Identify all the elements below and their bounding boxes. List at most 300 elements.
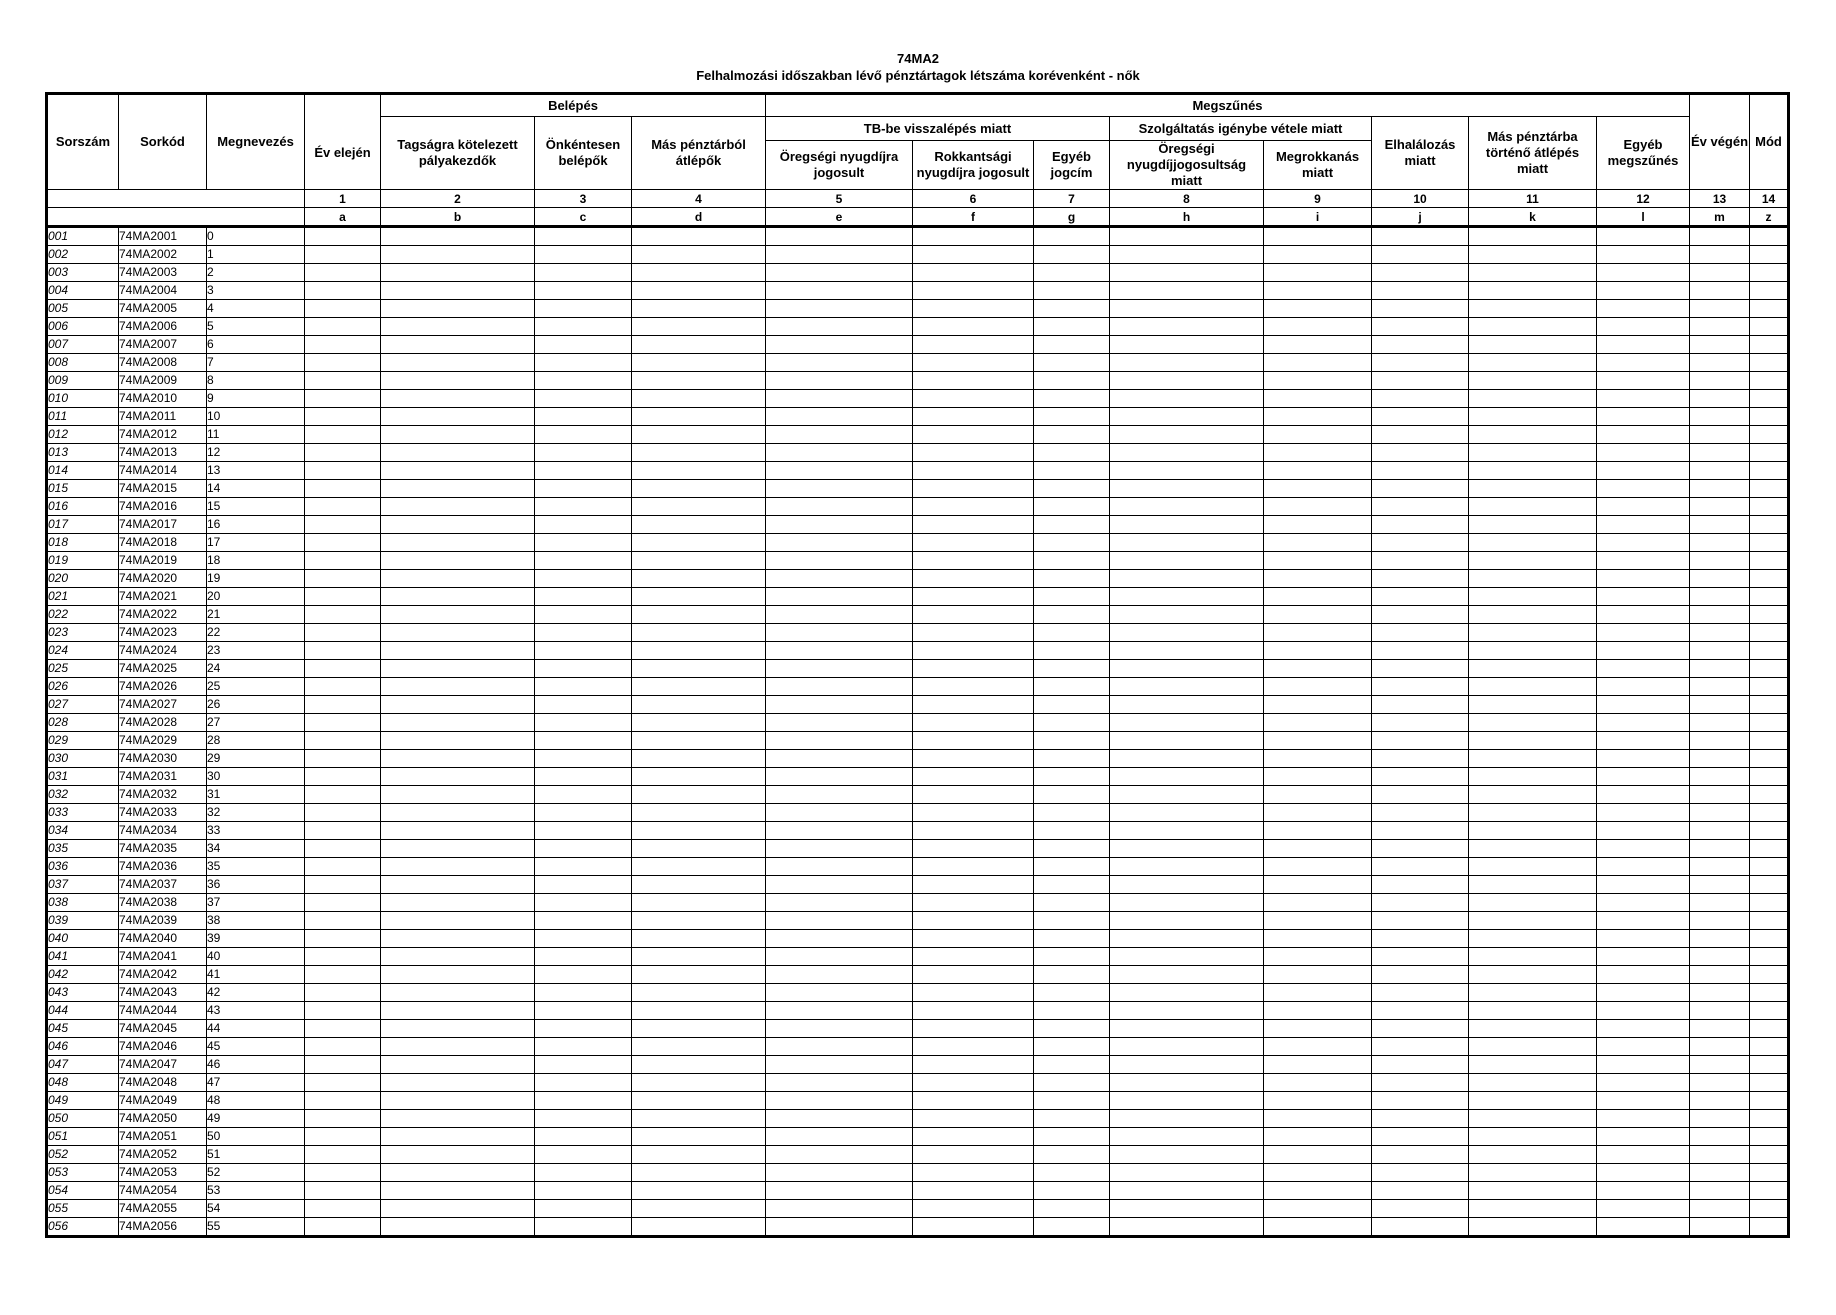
data-cell[interactable] — [1372, 876, 1469, 894]
data-cell[interactable] — [1690, 300, 1750, 318]
data-cell[interactable] — [632, 1164, 766, 1182]
data-cell[interactable] — [381, 984, 535, 1002]
data-cell[interactable] — [1690, 227, 1750, 246]
data-cell[interactable] — [1264, 516, 1372, 534]
data-cell[interactable] — [535, 1164, 632, 1182]
data-cell[interactable] — [632, 714, 766, 732]
data-cell[interactable] — [632, 264, 766, 282]
data-cell[interactable] — [766, 804, 913, 822]
data-cell[interactable] — [1110, 732, 1264, 750]
data-cell[interactable] — [535, 876, 632, 894]
data-cell[interactable] — [1110, 1164, 1264, 1182]
data-cell[interactable] — [913, 300, 1034, 318]
data-cell[interactable] — [1372, 534, 1469, 552]
data-cell[interactable] — [1469, 588, 1597, 606]
data-cell[interactable] — [1750, 462, 1789, 480]
data-cell[interactable] — [535, 912, 632, 930]
data-cell[interactable] — [913, 498, 1034, 516]
data-cell[interactable] — [381, 552, 535, 570]
data-cell[interactable] — [913, 227, 1034, 246]
data-cell[interactable] — [1110, 1038, 1264, 1056]
data-cell[interactable] — [632, 354, 766, 372]
data-cell[interactable] — [1264, 714, 1372, 732]
data-cell[interactable] — [381, 264, 535, 282]
data-cell[interactable] — [1264, 282, 1372, 300]
data-cell[interactable] — [766, 444, 913, 462]
data-cell[interactable] — [305, 444, 381, 462]
data-cell[interactable] — [1110, 840, 1264, 858]
data-cell[interactable] — [1110, 1128, 1264, 1146]
data-cell[interactable] — [766, 1038, 913, 1056]
data-cell[interactable] — [1597, 282, 1690, 300]
data-cell[interactable] — [1597, 768, 1690, 786]
data-cell[interactable] — [766, 264, 913, 282]
data-cell[interactable] — [766, 282, 913, 300]
data-cell[interactable] — [913, 1002, 1034, 1020]
data-cell[interactable] — [1690, 966, 1750, 984]
data-cell[interactable] — [1750, 696, 1789, 714]
data-cell[interactable] — [766, 372, 913, 390]
data-cell[interactable] — [1750, 642, 1789, 660]
data-cell[interactable] — [1110, 678, 1264, 696]
data-cell[interactable] — [1750, 588, 1789, 606]
data-cell[interactable] — [1750, 1182, 1789, 1200]
data-cell[interactable] — [535, 1038, 632, 1056]
data-cell[interactable] — [1264, 1146, 1372, 1164]
data-cell[interactable] — [1690, 1002, 1750, 1020]
data-cell[interactable] — [1597, 516, 1690, 534]
data-cell[interactable] — [913, 768, 1034, 786]
data-cell[interactable] — [381, 588, 535, 606]
data-cell[interactable] — [1372, 822, 1469, 840]
data-cell[interactable] — [1469, 660, 1597, 678]
data-cell[interactable] — [913, 570, 1034, 588]
data-cell[interactable] — [1597, 318, 1690, 336]
data-cell[interactable] — [1264, 408, 1372, 426]
data-cell[interactable] — [1597, 732, 1690, 750]
data-cell[interactable] — [305, 282, 381, 300]
data-cell[interactable] — [766, 984, 913, 1002]
data-cell[interactable] — [535, 768, 632, 786]
data-cell[interactable] — [766, 948, 913, 966]
data-cell[interactable] — [305, 264, 381, 282]
data-cell[interactable] — [535, 1020, 632, 1038]
data-cell[interactable] — [305, 876, 381, 894]
data-cell[interactable] — [632, 804, 766, 822]
data-cell[interactable] — [766, 1110, 913, 1128]
data-cell[interactable] — [535, 1128, 632, 1146]
data-cell[interactable] — [1264, 606, 1372, 624]
data-cell[interactable] — [535, 660, 632, 678]
data-cell[interactable] — [305, 966, 381, 984]
data-cell[interactable] — [381, 696, 535, 714]
data-cell[interactable] — [1597, 1092, 1690, 1110]
data-cell[interactable] — [632, 498, 766, 516]
data-cell[interactable] — [913, 1182, 1034, 1200]
data-cell[interactable] — [305, 984, 381, 1002]
data-cell[interactable] — [1597, 444, 1690, 462]
data-cell[interactable] — [1372, 714, 1469, 732]
data-cell[interactable] — [766, 336, 913, 354]
data-cell[interactable] — [1469, 912, 1597, 930]
data-cell[interactable] — [1750, 1074, 1789, 1092]
data-cell[interactable] — [1264, 1092, 1372, 1110]
data-cell[interactable] — [1597, 696, 1690, 714]
data-cell[interactable] — [1034, 426, 1110, 444]
data-cell[interactable] — [1469, 282, 1597, 300]
data-cell[interactable] — [1597, 1182, 1690, 1200]
data-cell[interactable] — [305, 516, 381, 534]
data-cell[interactable] — [1750, 408, 1789, 426]
data-cell[interactable] — [1690, 894, 1750, 912]
data-cell[interactable] — [1034, 1218, 1110, 1237]
data-cell[interactable] — [1034, 552, 1110, 570]
data-cell[interactable] — [1750, 552, 1789, 570]
data-cell[interactable] — [1110, 750, 1264, 768]
data-cell[interactable] — [632, 930, 766, 948]
data-cell[interactable] — [1469, 408, 1597, 426]
data-cell[interactable] — [1690, 516, 1750, 534]
data-cell[interactable] — [1372, 768, 1469, 786]
data-cell[interactable] — [913, 1218, 1034, 1237]
data-cell[interactable] — [1372, 750, 1469, 768]
data-cell[interactable] — [381, 714, 535, 732]
data-cell[interactable] — [1597, 480, 1690, 498]
data-cell[interactable] — [1034, 354, 1110, 372]
data-cell[interactable] — [1034, 1092, 1110, 1110]
data-cell[interactable] — [1750, 1002, 1789, 1020]
data-cell[interactable] — [766, 750, 913, 768]
data-cell[interactable] — [1750, 1200, 1789, 1218]
data-cell[interactable] — [381, 1110, 535, 1128]
data-cell[interactable] — [1469, 1110, 1597, 1128]
data-cell[interactable] — [1690, 264, 1750, 282]
data-cell[interactable] — [1110, 1182, 1264, 1200]
data-cell[interactable] — [1034, 624, 1110, 642]
data-cell[interactable] — [766, 732, 913, 750]
data-cell[interactable] — [913, 444, 1034, 462]
data-cell[interactable] — [535, 1056, 632, 1074]
data-cell[interactable] — [1690, 390, 1750, 408]
data-cell[interactable] — [1110, 894, 1264, 912]
data-cell[interactable] — [1690, 750, 1750, 768]
data-cell[interactable] — [381, 1092, 535, 1110]
data-cell[interactable] — [1690, 588, 1750, 606]
data-cell[interactable] — [1750, 1146, 1789, 1164]
data-cell[interactable] — [535, 894, 632, 912]
data-cell[interactable] — [1469, 1038, 1597, 1056]
data-cell[interactable] — [632, 336, 766, 354]
data-cell[interactable] — [1264, 1074, 1372, 1092]
data-cell[interactable] — [766, 678, 913, 696]
data-cell[interactable] — [1690, 336, 1750, 354]
data-cell[interactable] — [632, 1092, 766, 1110]
data-cell[interactable] — [535, 858, 632, 876]
data-cell[interactable] — [1750, 300, 1789, 318]
data-cell[interactable] — [535, 318, 632, 336]
data-cell[interactable] — [1750, 318, 1789, 336]
data-cell[interactable] — [1469, 804, 1597, 822]
data-cell[interactable] — [1110, 588, 1264, 606]
data-cell[interactable] — [535, 1002, 632, 1020]
data-cell[interactable] — [1750, 804, 1789, 822]
data-cell[interactable] — [535, 1182, 632, 1200]
data-cell[interactable] — [1690, 354, 1750, 372]
data-cell[interactable] — [1372, 894, 1469, 912]
data-cell[interactable] — [766, 1056, 913, 1074]
data-cell[interactable] — [766, 227, 913, 246]
data-cell[interactable] — [1690, 804, 1750, 822]
data-cell[interactable] — [305, 1092, 381, 1110]
data-cell[interactable] — [1372, 318, 1469, 336]
data-cell[interactable] — [1264, 354, 1372, 372]
data-cell[interactable] — [1372, 948, 1469, 966]
data-cell[interactable] — [1690, 408, 1750, 426]
data-cell[interactable] — [1110, 966, 1264, 984]
data-cell[interactable] — [1469, 1146, 1597, 1164]
data-cell[interactable] — [1110, 624, 1264, 642]
data-cell[interactable] — [1372, 858, 1469, 876]
data-cell[interactable] — [1034, 642, 1110, 660]
data-cell[interactable] — [1597, 1074, 1690, 1092]
data-cell[interactable] — [632, 534, 766, 552]
data-cell[interactable] — [1597, 984, 1690, 1002]
data-cell[interactable] — [1110, 390, 1264, 408]
data-cell[interactable] — [1690, 912, 1750, 930]
data-cell[interactable] — [632, 678, 766, 696]
data-cell[interactable] — [381, 1218, 535, 1237]
data-cell[interactable] — [913, 462, 1034, 480]
data-cell[interactable] — [535, 227, 632, 246]
data-cell[interactable] — [1110, 1092, 1264, 1110]
data-cell[interactable] — [381, 1146, 535, 1164]
data-cell[interactable] — [1690, 678, 1750, 696]
data-cell[interactable] — [381, 227, 535, 246]
data-cell[interactable] — [1264, 246, 1372, 264]
data-cell[interactable] — [381, 246, 535, 264]
data-cell[interactable] — [381, 822, 535, 840]
data-cell[interactable] — [1469, 227, 1597, 246]
data-cell[interactable] — [1597, 840, 1690, 858]
data-cell[interactable] — [766, 1218, 913, 1237]
data-cell[interactable] — [1469, 390, 1597, 408]
data-cell[interactable] — [1264, 462, 1372, 480]
data-cell[interactable] — [305, 318, 381, 336]
data-cell[interactable] — [1469, 1020, 1597, 1038]
data-cell[interactable] — [535, 1218, 632, 1237]
data-cell[interactable] — [305, 786, 381, 804]
data-cell[interactable] — [1372, 570, 1469, 588]
data-cell[interactable] — [913, 1200, 1034, 1218]
data-cell[interactable] — [381, 534, 535, 552]
data-cell[interactable] — [1110, 696, 1264, 714]
data-cell[interactable] — [1264, 264, 1372, 282]
data-cell[interactable] — [632, 552, 766, 570]
data-cell[interactable] — [766, 1146, 913, 1164]
data-cell[interactable] — [1264, 750, 1372, 768]
data-cell[interactable] — [1110, 336, 1264, 354]
data-cell[interactable] — [1750, 786, 1789, 804]
data-cell[interactable] — [913, 696, 1034, 714]
data-cell[interactable] — [1597, 750, 1690, 768]
data-cell[interactable] — [1750, 390, 1789, 408]
data-cell[interactable] — [766, 1092, 913, 1110]
data-cell[interactable] — [1110, 552, 1264, 570]
data-cell[interactable] — [305, 570, 381, 588]
data-cell[interactable] — [913, 894, 1034, 912]
data-cell[interactable] — [913, 804, 1034, 822]
data-cell[interactable] — [1597, 858, 1690, 876]
data-cell[interactable] — [1469, 462, 1597, 480]
data-cell[interactable] — [1034, 696, 1110, 714]
data-cell[interactable] — [1597, 1218, 1690, 1237]
data-cell[interactable] — [1469, 786, 1597, 804]
data-cell[interactable] — [381, 372, 535, 390]
data-cell[interactable] — [381, 840, 535, 858]
data-cell[interactable] — [1597, 966, 1690, 984]
data-cell[interactable] — [1034, 408, 1110, 426]
data-cell[interactable] — [1690, 372, 1750, 390]
data-cell[interactable] — [305, 930, 381, 948]
data-cell[interactable] — [913, 858, 1034, 876]
data-cell[interactable] — [1110, 444, 1264, 462]
data-cell[interactable] — [913, 822, 1034, 840]
data-cell[interactable] — [1264, 1182, 1372, 1200]
data-cell[interactable] — [1750, 336, 1789, 354]
data-cell[interactable] — [381, 966, 535, 984]
data-cell[interactable] — [632, 372, 766, 390]
data-cell[interactable] — [1469, 678, 1597, 696]
data-cell[interactable] — [1750, 822, 1789, 840]
data-cell[interactable] — [1110, 606, 1264, 624]
data-cell[interactable] — [766, 822, 913, 840]
data-cell[interactable] — [1264, 552, 1372, 570]
data-cell[interactable] — [1372, 1200, 1469, 1218]
data-cell[interactable] — [1034, 282, 1110, 300]
data-cell[interactable] — [1750, 840, 1789, 858]
data-cell[interactable] — [1469, 444, 1597, 462]
data-cell[interactable] — [632, 1146, 766, 1164]
data-cell[interactable] — [1690, 570, 1750, 588]
data-cell[interactable] — [632, 1128, 766, 1146]
data-cell[interactable] — [381, 1200, 535, 1218]
data-cell[interactable] — [305, 408, 381, 426]
data-cell[interactable] — [766, 426, 913, 444]
data-cell[interactable] — [535, 1110, 632, 1128]
data-cell[interactable] — [1469, 930, 1597, 948]
data-cell[interactable] — [1264, 227, 1372, 246]
data-cell[interactable] — [913, 588, 1034, 606]
data-cell[interactable] — [1469, 840, 1597, 858]
data-cell[interactable] — [535, 354, 632, 372]
data-cell[interactable] — [1597, 912, 1690, 930]
data-cell[interactable] — [1264, 894, 1372, 912]
data-cell[interactable] — [381, 606, 535, 624]
data-cell[interactable] — [381, 660, 535, 678]
data-cell[interactable] — [1690, 318, 1750, 336]
data-cell[interactable] — [766, 894, 913, 912]
data-cell[interactable] — [1690, 768, 1750, 786]
data-cell[interactable] — [1034, 570, 1110, 588]
data-cell[interactable] — [1750, 570, 1789, 588]
data-cell[interactable] — [1264, 372, 1372, 390]
data-cell[interactable] — [1597, 408, 1690, 426]
data-cell[interactable] — [305, 714, 381, 732]
data-cell[interactable] — [1469, 732, 1597, 750]
data-cell[interactable] — [381, 516, 535, 534]
data-cell[interactable] — [1750, 624, 1789, 642]
data-cell[interactable] — [1372, 1020, 1469, 1038]
data-cell[interactable] — [632, 318, 766, 336]
data-cell[interactable] — [305, 552, 381, 570]
data-cell[interactable] — [1110, 786, 1264, 804]
data-cell[interactable] — [305, 354, 381, 372]
data-cell[interactable] — [1110, 300, 1264, 318]
data-cell[interactable] — [1750, 282, 1789, 300]
data-cell[interactable] — [913, 282, 1034, 300]
data-cell[interactable] — [381, 498, 535, 516]
data-cell[interactable] — [632, 516, 766, 534]
data-cell[interactable] — [1750, 1020, 1789, 1038]
data-cell[interactable] — [381, 480, 535, 498]
data-cell[interactable] — [1469, 714, 1597, 732]
data-cell[interactable] — [1034, 1074, 1110, 1092]
data-cell[interactable] — [1264, 660, 1372, 678]
data-cell[interactable] — [1264, 624, 1372, 642]
data-cell[interactable] — [766, 498, 913, 516]
data-cell[interactable] — [1034, 948, 1110, 966]
data-cell[interactable] — [535, 642, 632, 660]
data-cell[interactable] — [632, 300, 766, 318]
data-cell[interactable] — [1690, 858, 1750, 876]
data-cell[interactable] — [1034, 444, 1110, 462]
data-cell[interactable] — [1597, 642, 1690, 660]
data-cell[interactable] — [1372, 696, 1469, 714]
data-cell[interactable] — [1469, 300, 1597, 318]
data-cell[interactable] — [1264, 840, 1372, 858]
data-cell[interactable] — [1597, 354, 1690, 372]
data-cell[interactable] — [381, 390, 535, 408]
data-cell[interactable] — [1750, 930, 1789, 948]
data-cell[interactable] — [1110, 858, 1264, 876]
data-cell[interactable] — [1034, 516, 1110, 534]
data-cell[interactable] — [1750, 858, 1789, 876]
data-cell[interactable] — [1034, 894, 1110, 912]
data-cell[interactable] — [1110, 462, 1264, 480]
data-cell[interactable] — [1110, 984, 1264, 1002]
data-cell[interactable] — [1372, 624, 1469, 642]
data-cell[interactable] — [1597, 498, 1690, 516]
data-cell[interactable] — [1372, 732, 1469, 750]
data-cell[interactable] — [1690, 840, 1750, 858]
data-cell[interactable] — [535, 498, 632, 516]
data-cell[interactable] — [913, 1110, 1034, 1128]
data-cell[interactable] — [913, 534, 1034, 552]
data-cell[interactable] — [1597, 534, 1690, 552]
data-cell[interactable] — [1110, 570, 1264, 588]
data-cell[interactable] — [1597, 660, 1690, 678]
data-cell[interactable] — [1690, 930, 1750, 948]
data-cell[interactable] — [1750, 516, 1789, 534]
data-cell[interactable] — [381, 354, 535, 372]
data-cell[interactable] — [1690, 732, 1750, 750]
data-cell[interactable] — [381, 1056, 535, 1074]
data-cell[interactable] — [913, 480, 1034, 498]
data-cell[interactable] — [1597, 1200, 1690, 1218]
data-cell[interactable] — [766, 642, 913, 660]
data-cell[interactable] — [1264, 1110, 1372, 1128]
data-cell[interactable] — [1034, 732, 1110, 750]
